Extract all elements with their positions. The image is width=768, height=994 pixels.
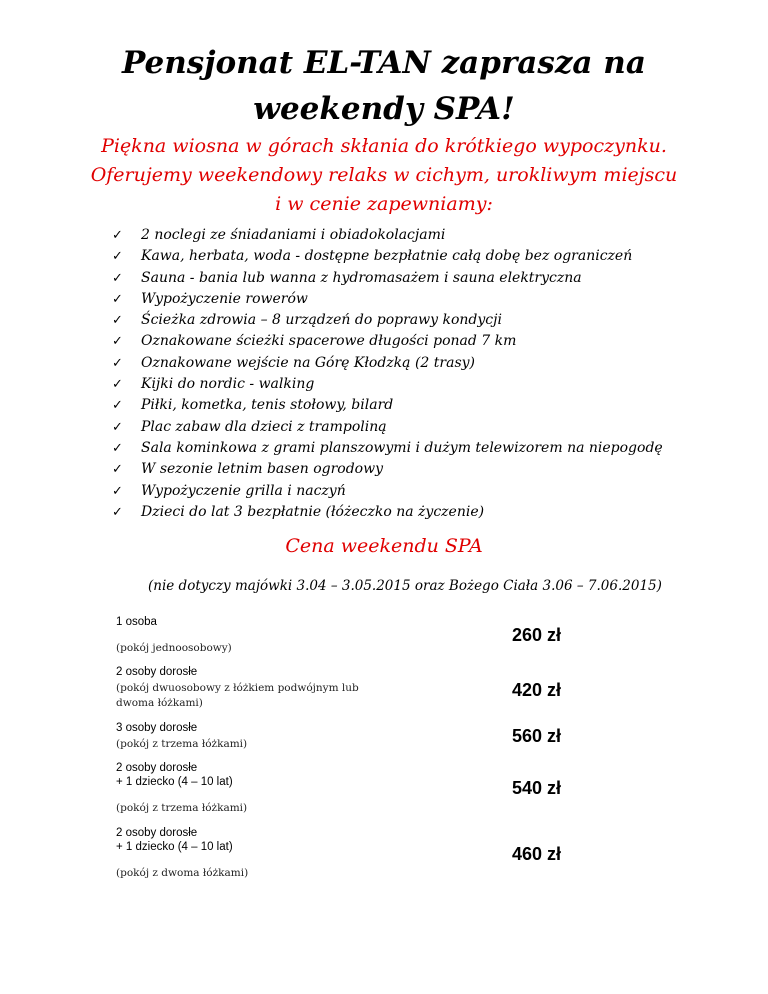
check-icon: ✓	[112, 462, 123, 478]
price-row-description: (pokój z trzema łóżkami)	[116, 738, 248, 750]
title-line-1: Pensjonat EL-TAN zaprasza na	[122, 45, 646, 81]
feature-text: Wypożyczenie grilla i naczyń	[141, 482, 346, 499]
check-icon: ✓	[112, 313, 123, 329]
price-row-sublabel: + 1 dziecko (4 – 10 lat)	[116, 841, 233, 853]
intro-line-2: Oferujemy weekendowy relaks w cichym, urokliwym miejscu	[90, 164, 678, 186]
price-row-label: 2 osoby dorosłe	[116, 827, 198, 839]
feature-text: Sauna - bania lub wanna z hydromasażem i sauna elektryczna	[141, 269, 582, 286]
check-icon: ✓	[112, 440, 123, 456]
price-row-label: 1 osoba	[116, 616, 157, 628]
check-icon: ✓	[112, 398, 123, 414]
price-row-description: (pokój jednoosobowy)	[116, 642, 232, 654]
check-icon: ✓	[112, 270, 123, 286]
price-value: 540 zł	[512, 778, 562, 798]
price-row-description: (pokój z dwoma łóżkami)	[116, 867, 249, 879]
check-icon: ✓	[112, 228, 123, 243]
title-line-2: weekendy SPA!	[253, 91, 515, 127]
page-title	[80, 40, 688, 132]
feature-text: Piłki, kometka, tenis stołowy, bilard	[141, 397, 394, 414]
exclusion-note: (nie dotyczy majówki 3.04 – 3.05.2015 oraz Bożego Ciała 3.06 – 7.06.2015)	[148, 578, 662, 594]
price-row-description: (pokój dwuosobowy z łóżkiem podwójnym lub dwoma łóżkami)	[116, 682, 359, 709]
feature-text: W sezonie letnim basen ogrodowy	[141, 461, 383, 478]
feature-text: Oznakowane ścieżki spacerowe długości ponad 7 km	[141, 333, 517, 350]
check-icon: ✓	[112, 291, 123, 307]
price-row-label: 3 osoby dorosłe	[116, 722, 198, 734]
check-icon: ✓	[112, 249, 123, 265]
intro-line-1: Piękna wiosna w górach skłania do krótkiego wypoczynku.	[101, 135, 667, 157]
intro-text	[80, 132, 688, 219]
price-heading: Cena weekendu SPA	[285, 535, 483, 557]
feature-text: Dzieci do lat 3 bezpłatnie (łóżeczko na życzenie)	[141, 503, 485, 520]
feature-text: 2 noclegi ze śniadaniami i obiadokolacjami	[141, 227, 446, 243]
price-row-sublabel: + 1 dziecko (4 – 10 lat)	[116, 776, 233, 788]
price-row-label: 2 osoby dorosłe	[116, 666, 198, 678]
feature-text: Kijki do nordic - walking	[141, 376, 315, 393]
feature-text: Sala kominkowa z grami planszowymi i dużym telewizorem na niepogodę	[141, 439, 663, 456]
price-value: 420 zł	[512, 680, 562, 700]
feature-text: Kawa, herbata, woda - dostępne bezpłatnie całą dobę bez ograniczeń	[141, 248, 633, 265]
check-icon: ✓	[112, 355, 123, 371]
price-value: 560 zł	[512, 726, 562, 746]
check-icon: ✓	[112, 334, 123, 350]
price-row-label: 2 osoby dorosłe	[116, 762, 198, 774]
price-row-description: (pokój z trzema łóżkami)	[116, 802, 248, 814]
check-icon: ✓	[112, 377, 123, 393]
check-icon: ✓	[112, 504, 123, 520]
check-icon: ✓	[112, 483, 123, 499]
feature-text: Wypożyczenie rowerów	[141, 290, 308, 307]
feature-text: Oznakowane wejście na Górę Kłodzką (2 trasy)	[141, 354, 475, 371]
price-value: 260 zł	[512, 625, 562, 645]
feature-text: Plac zabaw dla dzieci z trampoliną	[141, 418, 387, 435]
price-value: 460 zł	[512, 844, 562, 864]
feature-text: Ścieżka zdrowia – 8 urządzeń do poprawy kondycji	[141, 312, 502, 329]
intro-line-3: i w cenie zapewniamy:	[275, 193, 493, 215]
check-icon: ✓	[112, 419, 123, 435]
